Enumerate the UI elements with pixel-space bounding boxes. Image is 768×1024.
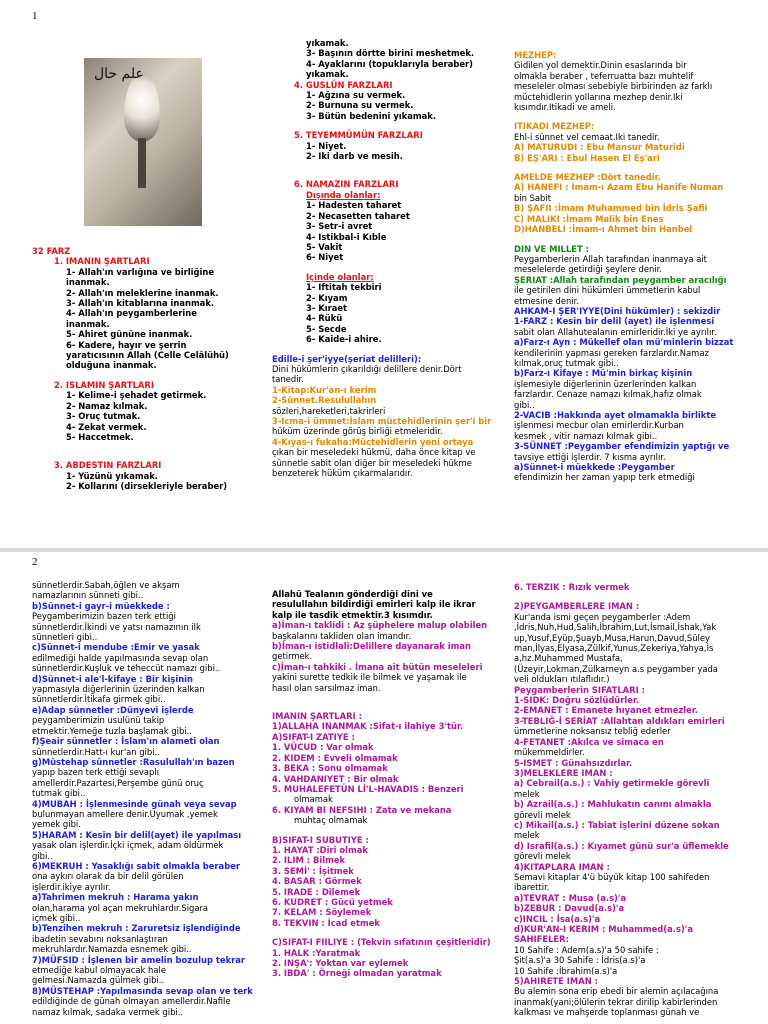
text-line: AHKAM-I ŞER'IYYE(Dini hükümler) : sekizdir (514, 305, 721, 316)
text-line: 2-EMANET : Emanete hıyanet etmezler. (514, 705, 698, 716)
text-line: benzeterek hüküm çıkarmalarıdır. (272, 468, 413, 479)
text-line: getirmek. (272, 651, 313, 662)
text-line: 3-TEBLIĞ-İ SERİAT :Allahtan aldıkları emirleri (514, 715, 725, 726)
text-line: 6- Niyet (306, 252, 344, 263)
text-line: yakini surette tedkik ile bilmek ve yaşamak ile (272, 672, 467, 683)
text-line: Dini hükümlerin çıkarıldığı delillere denir.Dört (272, 363, 462, 374)
text-line: olmamak (294, 794, 333, 805)
text-line: D)HANBELI :İmam-ı Ahmet bin Hanbel (514, 224, 693, 235)
text-line: tutmak gibi.. (32, 788, 86, 799)
text-line: B)SIFAT-I SUBUTIYE : (272, 834, 369, 845)
text-line: 3- Kıraet (306, 302, 348, 313)
text-line: sabit olan Allahutealanın emirleridir.İki ye ayrılır. (514, 326, 717, 337)
text-line: 1- Ağzına su vermek. (306, 90, 406, 101)
text-line: yıkamak. (306, 38, 349, 48)
text-line: etmektir.Yemeğe tuzla başlamak gibi.. (32, 725, 192, 736)
text-line: Şit(a.s)'a 30 Sahife : İdris(a.s)'a (514, 955, 646, 966)
text-line: A) HANEFI : İmam-ı Azam Ebu Hanife Numan (514, 182, 724, 193)
text-line: SAHIFELER: (514, 934, 569, 945)
spacer (514, 592, 756, 601)
text-line: (Üzeyir,Lokman,Zülkarneyn a.s peygamber yada (514, 663, 718, 674)
text-line: namaz kılmak, sadaka vermek gibi.. (32, 1006, 184, 1017)
text-line: A)SIFAT-I ZATIYE : (272, 731, 355, 742)
text-line: Edille-i şer'iyye(şeriat delilleri): (272, 353, 422, 364)
text-line: 10 Sahife :İbrahim(a.s)'a (514, 965, 618, 976)
text-line: gelmesi.Namazda gülmek gibi.. (32, 975, 165, 986)
text-line: B) ŞAFII :İmam Muhammed bin İdris Şafii (514, 203, 708, 214)
text-line: veli oldukları ıtılaflıdır.) (514, 674, 610, 685)
text-line: Kur'anda ismi geçen peygamberler :Adem (514, 611, 691, 622)
text-line: b)Sünnet-i gayr-i müekkede : (32, 600, 170, 611)
text-line: yaratıcısının Allah (Celle Celâlühü) (66, 350, 229, 361)
text-line: sünnetlerdir.Kuşluk ve teheccüt namazı gibi.. (32, 663, 221, 674)
text-line: 4)KITAPLARA IMAN : (514, 861, 610, 872)
text-line: kendilerinin yapması gereken farzlardır.Namaz (514, 347, 709, 358)
text-line: Dışında olanlar: (306, 189, 381, 200)
text-line: meseleler olması sebebiyle birbirinden az farklı (514, 81, 713, 92)
text-line: C)SIFAT-I FIILIYE : (Tekvin sıfatının çeşitleridir) (272, 937, 491, 948)
text-line: melek (514, 830, 540, 841)
spacer (272, 693, 504, 711)
text-line: 6)MEKRUH : Yasaklığı sabit olmakla beraber (32, 860, 241, 871)
text-line: a)İman-ı taklidi : Az şüphelere malup olabilen (272, 620, 488, 631)
text-line: 3. IBDA' : Örneği olmadan yaratmak (272, 968, 442, 979)
text-line: 4)MUBAH : İşlenmesinde günah veya sevap (32, 798, 237, 809)
text-line: 7. KELAM : Söylemek (272, 907, 372, 918)
text-line: 1-Kitap:Kur'an-ı kerim (272, 384, 377, 395)
text-line: kesmek , vitir namazı kılmak gibi.. (514, 430, 658, 441)
text-line: görevli melek (514, 851, 571, 862)
text-line: 8. TEKVIN : İcad etmek (272, 917, 380, 928)
text-line: 1- Hadesten taharet (306, 200, 402, 211)
text-line: olmakla beraber , teferruatta bazı muhtelif (514, 70, 694, 81)
text-line: sünnetleri gibi.. (32, 632, 98, 643)
text-line: muhtaç olmamak (294, 815, 368, 826)
text-line: 2- Allah'ın meleklerine inanmak. (66, 287, 219, 298)
text-line: 5- Haccetmek. (66, 431, 134, 442)
page1-column-2 (272, 38, 502, 546)
text-line: Allahü Tealanın gönderdiği dini ve (272, 589, 433, 599)
text-line: d)Sünnet-i ale'l-kifaye : Bir kişinin (32, 673, 193, 684)
text-line: IMANIN ŞARTLARI : (272, 711, 362, 722)
spacer (272, 928, 504, 937)
text-line: etmediğe kabul olmayacak hale (32, 965, 166, 976)
text-line: gibi.. (32, 850, 53, 861)
text-line: d)KUR'AN-I KERIM : Muhammed(a.s)'a (514, 924, 693, 934)
text-line: 6. NAMAZIN FARZLARI (294, 179, 399, 190)
text-line: up,Yusuf,Eyüp,Şuayb,Musa,Harun,Davud,Süley (514, 632, 710, 643)
text-line: sünnetle sabit olan diğer bir meseledeki hükme (272, 457, 472, 468)
text-line: Içinde olanlar: (306, 271, 374, 282)
text-line: DIN VE MILLET : (514, 243, 589, 254)
spacer (514, 235, 754, 244)
text-line: bin Sabit (514, 192, 551, 203)
text-line: ümmetlerine noksansız tebliğ ederler (514, 726, 671, 737)
text-line: 1. HALK :Yaratmak (272, 947, 361, 958)
ornament-stem (138, 138, 146, 188)
text-line: 3. ABDESTIN FARZLARI (54, 460, 162, 471)
text-line: işlenmesi mecbur olan emirlerdir.Kurban (514, 420, 684, 431)
text-line: Peygamberimizin bazen terk ettiği (32, 611, 176, 622)
text-line: 3- Setr-i avret (306, 221, 373, 232)
text-line: 2. INŞA': Yoktan var eylemek (272, 958, 409, 968)
text-line: mükemmeldirler. (514, 747, 585, 758)
text-line: man,İlyas,Elyasa,Zülkif,Yunus,Zekeriya,Yahya,İs (514, 643, 714, 654)
text-line: 4. BASAR : Görmek (272, 876, 362, 887)
text-line: 5. MUHALEFETÜN Lİ'L-HAVADIS : Benzeri (272, 783, 464, 794)
text-line: namazlarının sünneti gibi.. (32, 590, 144, 601)
text-line: C) MALIKI :İmam Malik bin Enes (514, 213, 664, 224)
text-line: inanmak. (66, 318, 110, 329)
text-line: 3- Oruç tutmak. (66, 411, 141, 422)
text-line: 3- Başının dörtte birini meshetmek. (306, 48, 475, 59)
text-line: 10 Sahife : Adem(a.s)'a 50 sahife : (514, 944, 659, 955)
text-line: gibi.. (514, 399, 535, 410)
text-line: 7)MÜFSID : İşlenen bir amelin bozulup tekrar (32, 954, 246, 965)
text-line: işlemesiyle diğerlerinin üzerlerinden kalkan (514, 378, 697, 389)
text-line: sünnetlerdir.İtikafa girmek gibi.. (32, 694, 166, 705)
text-line: 2- Kollarını (dirsekleriyle beraber) (66, 481, 228, 492)
text-line: 6. KUDRET : Gücü yetmek (272, 896, 393, 907)
text-line: edilmediği halde yapılmasında sevap olan (32, 652, 209, 663)
text-line: hasıl olan sarsılmaz iman. (272, 682, 381, 693)
text-line: 4. VAHDANIYET : Bir olmak (272, 773, 399, 784)
text-line: a)TEVRAT : Musa (a.s)'a (514, 892, 627, 903)
text-line: 3. SEMİ' : İşitmek (272, 865, 354, 876)
book-cover-image (84, 58, 202, 226)
page2-column-2 (272, 580, 504, 1024)
text-line: 5)AHIRETE IMAN : (514, 976, 598, 987)
flame-ornament-icon (124, 72, 160, 142)
text-line: 3- Bütün bedenini yıkamak. (306, 110, 437, 121)
text-line: ile getirilen dini hükümleri ümmetlerin kabul (514, 285, 701, 296)
text-line: ITIKADI MEZHEP: (514, 121, 595, 132)
spacer (272, 826, 504, 835)
text-line: 6. KIYAM BI NEFSIHI : Zata ve mekana (272, 804, 452, 815)
text-line: 4- Allah'ın peygamberlerine (66, 308, 197, 319)
cover-arabic-title: علم حال (94, 66, 144, 82)
page1-column-3 (514, 50, 754, 546)
text-line: meselelerde getirdiği şeylere denir. (514, 264, 662, 275)
text-line: Semavi kitaplar 4'ü büyük kitap 100 sahifeden (514, 871, 710, 882)
text-line: Bu alemin sona erip ebedi bir alemin açılacağına (514, 986, 719, 997)
text-line: 4- Ayaklarını (topuklarıyla beraber) (306, 58, 473, 69)
text-line: mekruhlardır.Namazda esnemek gibi.. (32, 944, 192, 955)
text-line: b) Azrail(a.s.) : Mahlukatın canını almakla (514, 799, 712, 810)
text-line: sünnetlerdir.Sabah,öğlen ve akşam (32, 580, 180, 590)
text-line: b)Tenzihen mekruh : Zaruretsiz işlendiğinde (32, 923, 241, 934)
text-line: 1- Allah'ın varlığına ve birliğine (66, 266, 215, 277)
text-line: inanmak(yani;ölülerin tekrar dirilip kabirlerinden (514, 996, 718, 1007)
text-line: a,hz.Muhammed Mustafa, (514, 653, 623, 664)
text-line: içmek gibi.. (32, 913, 81, 923)
text-line: b)Farz-ı Kifaye : Mü'min birkaç kişinin (514, 368, 693, 379)
text-line: tanedir. (272, 374, 304, 385)
text-line: b)ZEBUR : Davud(a.s)'a (514, 903, 625, 914)
spacer (272, 263, 502, 272)
spacer (32, 371, 260, 380)
text-line: 1- Iftitah tekbiri (306, 282, 382, 293)
text-line: 2-VACIB :Hakkında ayet olmamakla birlikte (514, 410, 717, 420)
text-line: b)İman-ı istidlali:Delillere dayanarak iman (272, 641, 471, 652)
text-line: olan,harama yol açan mekruhlardır.Sigara (32, 902, 209, 913)
text-line: sözleri,hareketleri,takrirleri (272, 405, 386, 416)
text-line: kalp ile tasdik etmektir.3 kısımdır. (272, 609, 433, 620)
text-line: çıkan bir meseledeki hükmü, daha önce kitap ve (272, 447, 476, 458)
text-line: ibarettir. (514, 882, 550, 893)
text-line: 1- Niyet. (306, 140, 347, 151)
text-line: ibadetin sevabını noksanlaştıran (32, 933, 168, 944)
text-line: 4- Istikbal-i Kıble (306, 231, 387, 242)
text-line: 5- Ahiret gününe inanmak. (66, 329, 193, 340)
text-line: 2- Kıyam (306, 292, 348, 303)
text-line: d) Israfil(a.s.) : Kıyamet günü sur'a üflemekle (514, 840, 729, 851)
text-line: 3-SÜNNET :Peygamber efendimizin yaptığı ve (514, 441, 730, 452)
text-line: kalkması ve mahşerde toplanması günah ve (514, 1007, 700, 1018)
text-line: 6- Kaide-i ahire. (306, 334, 382, 345)
text-line: resulullahın bildirdiği emirleri kalp ile ikrar (272, 599, 476, 610)
text-line: e)Adap sünnetler :Dünyevi işlerde (32, 704, 194, 715)
text-line: 2. KIDEM : Evveli olmamak (272, 752, 398, 763)
text-line: kılmak,oruç tutmak gibi.. (514, 357, 619, 368)
text-line: a) Cebrail(a.s.) : Vahiy getirmekle görevli (514, 778, 710, 789)
text-line: 5. TEYEMMÜMÜN FARZLARI (294, 130, 423, 141)
text-line: farzlardır. Cenaze namazı kılmak,hafız olmak (514, 389, 702, 400)
text-line: f)Şeair sünnetler : İslam'ın alameti olan (32, 736, 220, 747)
text-line: 2. ILIM : Bilmek (272, 855, 346, 866)
text-line: yıkamak. (306, 69, 349, 80)
text-line: ŞERIAT :Allah tarafından peygamber aracılığı (514, 274, 727, 285)
text-line: ona aykırı olarak da bir delil görülen (32, 871, 184, 882)
text-line: 1)ALLAHA INANMAK :Sifat-ı ilahiye 3'tür. (272, 721, 464, 732)
text-line: A) MATURUDI : Ebu Mansur Maturidi (514, 142, 685, 153)
text-line: AMELDE MEZHEP :Dört tanedir. (514, 172, 661, 183)
text-line: 1-FARZ : Kesin bir delil (ayet) ile işlenmesi (514, 316, 715, 327)
text-line: 3-Icma-i ümmet:İslam müctehidlerinin şer'i bir (272, 416, 492, 426)
text-line: 2- Necasetten taharet (306, 210, 410, 221)
text-line: Ehl-i sünnet vel cemaat.Iki tanedir. (514, 131, 660, 142)
text-line: 1. IMANIN ŞARTLARI (54, 256, 150, 267)
page2-column-3 (514, 582, 756, 1024)
spacer (272, 580, 504, 589)
text-line: 5-ISMET : Günahsızdırlar. (514, 757, 633, 768)
spacer (272, 121, 502, 130)
text-line: 4-FETANET :Akılca ve simaca en (514, 736, 664, 747)
text-line: 2- Namaz kılmak. (66, 400, 148, 411)
text-line: müctehidlerin yollarına mezhep denir.Iki (514, 91, 683, 102)
text-line: 2. ISLAMIN ŞARTLARI (54, 379, 154, 390)
text-line: 2- Iki darb ve mesih. (306, 151, 403, 162)
spacer (272, 161, 502, 179)
page-number: 2 (32, 556, 38, 568)
text-line: 2)PEYGAMBERLERE IMAN : (514, 601, 640, 612)
text-line: 32 FARZ (32, 246, 71, 256)
text-line: 4. GUSLÜN FARZLARI (294, 79, 393, 90)
text-line: işlerdir.ikiye ayrılır. (32, 881, 111, 892)
text-line: 5- Secde (306, 323, 347, 334)
text-line: a)Sünnet-i müekkede :Peygamber (514, 462, 675, 473)
spacer (514, 163, 754, 172)
text-line: yapmasıyla diğerlerinin üzerinden kalkan (32, 684, 205, 695)
text-line: 5- Vakit (306, 241, 343, 252)
text-line: efendimizin her zaman yapıp terk etmediği (514, 472, 695, 483)
text-line: peygamberimizin usulünü takip (32, 715, 165, 726)
text-line: amellerdir.Pazartesi,Perşembe günü oruç (32, 777, 204, 788)
text-line: görevli melek (514, 809, 571, 820)
text-line: yasak olan işlerdir.İçki içmek, adam öldürmek (32, 840, 224, 851)
text-line: 1- Kelime-i şehadet getirmek. (66, 390, 207, 401)
text-line: a)Farz-ı Ayn : Mükellef olan mü'minlerin bizzat (514, 337, 734, 348)
text-line: 3. BEKA : Sonu olmamak (272, 763, 388, 774)
spacer (32, 442, 260, 460)
text-line: 1-SIDK: Doğru sözlüdürler. (514, 695, 640, 706)
text-line: başkalarını takliden olan imandır. (272, 630, 411, 641)
text-line: 1- Yüzünü yıkamak. (66, 470, 158, 481)
text-line: 6. TERZIK : Rızık vermek (514, 582, 630, 592)
text-line: tavsiye ettiği işlerdir. 7 kısma ayrılır. (514, 451, 666, 462)
text-line: melek (514, 788, 540, 799)
text-line: 6- Kadere, hayır ve şerrin (66, 339, 187, 350)
text-line: c)INCIL : İsa(a.s)'a (514, 913, 601, 924)
text-line: hüküm üzerinde görüş birliği etmeleridir. (272, 426, 443, 437)
text-line: bulunmayan amellere denir.Uyumak ,yemek (32, 808, 218, 819)
text-line: B) EŞ'ARI : Ebul Hasen El Eş'ari (514, 152, 660, 163)
text-line: a)Tahrimen mekruh : Harama yakın (32, 892, 199, 903)
text-line: yapıp bazen terk ettiği sevaplı (32, 767, 159, 778)
text-line: c)Sünnet-i mendube :Emir ve yasak (32, 642, 200, 653)
text-line: 5. IRADE : Dilemek (272, 886, 361, 897)
text-line: olduğuna inanmak. (66, 360, 157, 371)
text-line: inanmak. (66, 277, 110, 288)
text-line: c) Mikail(a.s.) : Tabiat işlerini düzene sokan (514, 819, 720, 830)
text-line: 2- Burnuna su vermek. (306, 100, 414, 111)
text-line: 4-Kıyas-ı fukaha:Müctehidlerin yeni ortaya (272, 436, 474, 447)
text-line: Gidilen yol demektir.Dinin esaslarında bir (514, 60, 687, 71)
text-line: sünnetlerdir.Hatt-ı kur'an gibi.. (32, 746, 160, 757)
text-line: 2-Sünnet.Resulullahın (272, 395, 377, 406)
text-line: 8)MÜSTEHAP :Yapılmasında sevap olan ve terk (32, 985, 253, 996)
document-page-2 (0, 552, 768, 1024)
page-number: 1 (32, 10, 38, 22)
text-line: sünnetlerdir.İkindi ve yatsı namazının ilk (32, 621, 201, 632)
text-line: Peygamberlerin SIFATLARI : (514, 684, 645, 695)
text-line: ,İdris,Nuh,Hud,Salih,İbrahim,Lut,İsmail,İshak,Yak (514, 622, 717, 633)
page2-column-1 (32, 580, 260, 1024)
text-line: 4- Rükü (306, 313, 343, 324)
text-line: MEZHEP: (514, 50, 557, 60)
text-line: g)Müstehap sünnetler :Rasulullah'ın bazen (32, 756, 235, 767)
text-line: 1. VÜCUD : Var olmak (272, 742, 374, 753)
spacer (514, 112, 754, 121)
text-line: yemek gibi. (32, 819, 81, 830)
text-line: kısımdır.Itikadi ve ameli. (514, 102, 616, 113)
text-line: 4- Zekat vermek. (66, 421, 147, 432)
text-line: c)İman-ı tahkiki . İmana ait bütün meseleleri (272, 661, 483, 672)
text-line: 5)HARAM : Kesin bir delil(ayet) ile yapılması (32, 829, 242, 840)
text-line: Peygamberlerin Allah tarafından inanmaya ait (514, 253, 707, 264)
text-line: etmesine denir. (514, 295, 579, 306)
text-line: edildiğinde de günah olmayan amellerdir.Nafile (32, 996, 231, 1007)
spacer (272, 345, 502, 354)
page1-column-1 (32, 246, 260, 546)
text-line: 3- Allah'ın kitablarına inanmak. (66, 298, 215, 309)
text-line: 1. HAYAT :Diri olmak (272, 844, 368, 855)
text-line: 3)MELEKLERE IMAN : (514, 767, 613, 778)
